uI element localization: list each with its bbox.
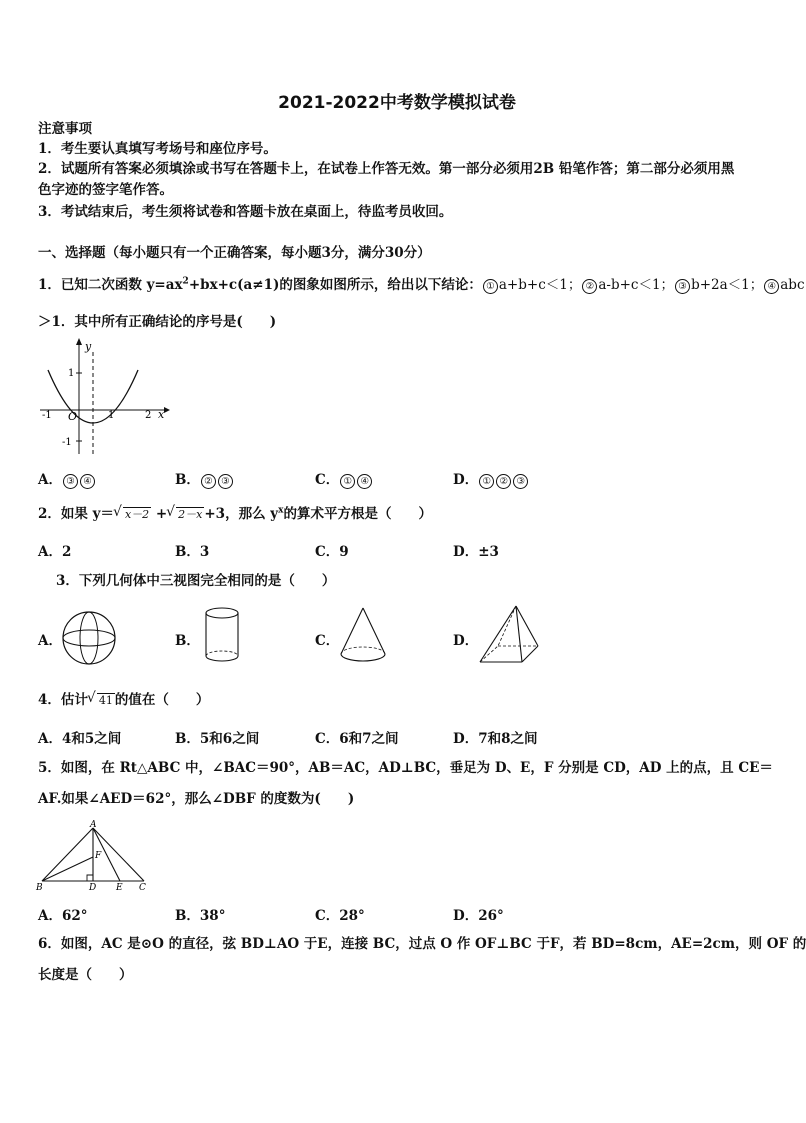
q2-option-d[interactable]: D．±3 [453,544,499,560]
question-4-stem: 4．估计√ 41 的值在（ ） [38,690,209,710]
parabola-graph [36,338,170,456]
section-heading: 一、选择题（每小题只有一个正确答案，每小题3分，满分30分） [38,245,431,261]
note-line: 3．考试结束后，考生须将试卷和答题卡放在桌面上，待监考员收回。 [38,204,453,220]
question-2-stem: 2．如果 y＝√ x－2 +√ 2－x +3，那么 $y^x$的算术平方根是（ ） [38,504,432,524]
tick-x-one: 1 [108,410,115,421]
tick-x-neg-one: -1 [42,410,52,421]
sphere-figure [60,610,118,666]
q3-option-a[interactable]: A． [38,633,62,649]
point-f-label: F [95,851,102,861]
q4-option-c[interactable]: C．6和7之间 [315,731,399,747]
tick-y-one: 1 [68,368,75,379]
q2-option-a[interactable]: A．2 [38,544,72,560]
question-6-stem-cont: 长度是（ ） [38,967,133,983]
vertex-b-label: B [36,883,43,893]
q5-option-a[interactable]: A．62° [38,908,88,924]
q3-option-c[interactable]: C． [315,633,340,649]
question-3-stem: 3．下列几何体中三视图完全相同的是（ ） [56,573,336,589]
q1-option-b[interactable]: B． ② ③ [175,468,234,489]
q2-option-c[interactable]: C．9 [315,544,349,560]
q4-option-d[interactable]: D．7和8之间 [453,731,538,747]
vertex-c-label: C [139,883,146,893]
q3-option-d[interactable]: D． [453,633,479,649]
notes-heading: 注意事项 [38,121,92,137]
q4-option-b[interactable]: B．5和6之间 [175,731,260,747]
question-5-stem: 5．如图，在 Rt△ABC 中，∠BAC＝90°，AB＝AC，AD⊥BC，垂足为 D、E，F 分别是 CD，AD 上的点，且 CE＝ [38,760,773,776]
q5-option-d[interactable]: D．26° [453,908,504,924]
note-line: 色字迹的签字笔作答。 [38,182,173,198]
question-1-stem-cont: ＞1．其中所有正确结论的序号是( ) [38,314,277,330]
tick-x-two: 2 [145,410,152,421]
q1-option-a[interactable]: A． ③ ④ [38,468,96,489]
axis-x-label: x [158,408,165,421]
q2-option-b[interactable]: B．3 [175,544,210,560]
vertex-a-label: A [90,820,97,830]
point-d-label: D [89,883,97,893]
question-1-stem: 1．已知二次函数 $y=ax^2+bx+c(a\ne 1)$的图象如图所示，给出以下结论： ① a+b+c＜1； ② a-b+c＜1； ③ b+2a＜1； ④ abc [38,276,805,293]
cylinder-figure [202,606,242,666]
point-e-label: E [116,883,123,893]
cone-figure [338,606,388,664]
axis-y-label: y [85,340,92,353]
question-5-stem-cont: AF.如果∠AED＝62°，那么∠DBF 的度数为( ) [38,791,355,807]
q5-option-c[interactable]: C．28° [315,908,365,924]
q4-option-a[interactable]: A．4和5之间 [38,731,122,747]
q1-option-d[interactable]: D． ① ② ③ [453,468,529,489]
q1-option-c[interactable]: C． ① ④ [315,468,373,489]
q3-option-b[interactable]: B． [175,633,200,649]
q5-option-b[interactable]: B．38° [175,908,226,924]
note-line: 1．考生要认真填写考场号和座位序号。 [38,141,277,157]
origin-label: O [68,410,78,423]
page-title: 2021-2022中考数学模拟试卷 [278,93,516,113]
triangle-figure [36,818,156,894]
tick-y-neg-one: -1 [62,437,72,448]
note-line: 2．试题所有答案必须填涂或书写在答题卡上，在试卷上作答无效。第一部分必须用2B 铅笔作答；第二部分必须用黑 [38,161,735,177]
question-6-stem: 6．如图，AC 是⊙O 的直径，弦 BD⊥AO 于E，连接 BC，过点 O 作 OF⊥BC 于F，若 BD=8cm，AE=2cm，则 OF 的 [38,936,806,952]
pyramid-figure [478,604,542,666]
